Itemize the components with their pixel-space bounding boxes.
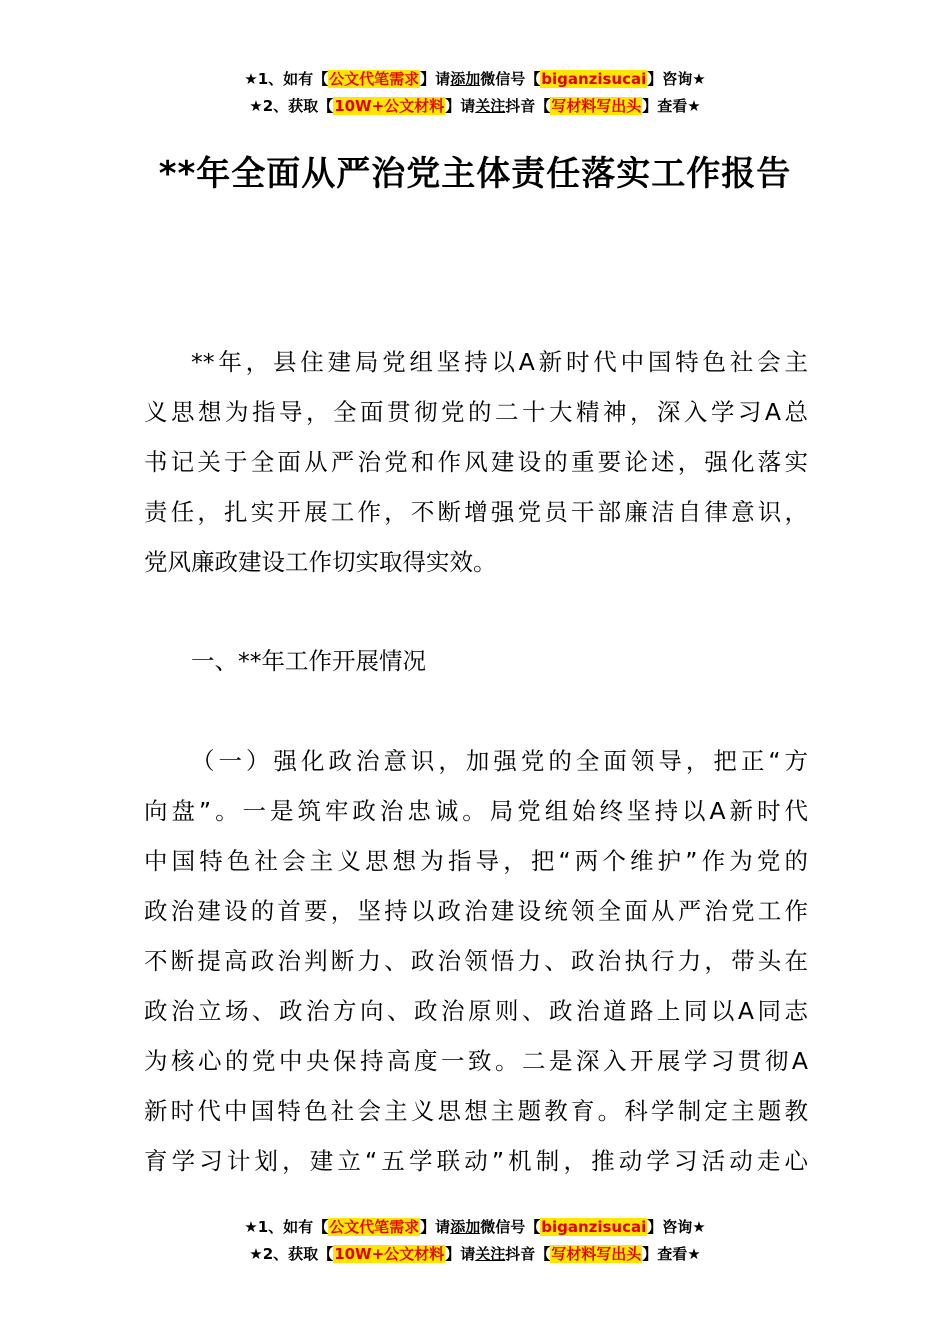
text-line: 中国特色社会主义思想为指导，把“两个维护”作为党的 (144, 847, 808, 875)
text-line: （一）强化政治意识，加强党的全面领导，把正“方 (191, 747, 808, 775)
heading-text: 一、**年工作开展情况 (191, 647, 426, 675)
text-line: 党风廉政建设工作切实取得实效。 (144, 548, 497, 576)
text-line: 向盘”。一是筑牢政治忠诚。局党组始终坚持以A新时代 (144, 797, 808, 825)
text-line: 责任，扎实开展工作，不断增强党员干部廉洁自律意识， (144, 498, 808, 526)
highlight-douyin-account: 写材料写出头 (551, 1245, 642, 1263)
banner-line-1: ★1、如有【公文代笔需求】请添加微信号【biganzisucai】咨询★ (244, 70, 706, 88)
highlight-service: 公文代笔需求 (329, 70, 420, 88)
header-banner (0, 66, 950, 120)
text-line: 新时代中国特色社会主义思想主题教育。科学制定主题教 (144, 1097, 808, 1125)
text-line: 政治建设的首要，坚持以政治建设统领全面从严治党工作 (144, 897, 808, 925)
highlight-wechat-id: biganzisucai (541, 70, 647, 88)
paragraph-section-1 (144, 736, 808, 1186)
section-heading (144, 636, 808, 686)
highlight-wechat-id: biganzisucai (541, 1218, 647, 1236)
text-line: 不断提高政治判断力、政治领悟力、政治执行力，带头在 (144, 947, 808, 975)
highlight-douyin-account: 写材料写出头 (551, 97, 642, 115)
text-line: 政治立场、政治方向、政治原则、政治道路上同以A同志 (144, 997, 808, 1025)
text-line: 义思想为指导，全面贯彻党的二十大精神，深入学习A总 (144, 398, 808, 426)
highlight-materials: 10W+公文材料 (334, 1245, 445, 1263)
banner-line-1: ★1、如有【公文代笔需求】请添加微信号【biganzisucai】咨询★ (244, 1218, 706, 1236)
banner-line-2: ★2、获取【10W+公文材料】请关注抖音【写材料写出头】查看★ (249, 97, 701, 115)
text-line: 书记关于全面从严治党和作风建设的重要论述，强化落实 (144, 448, 808, 476)
text-line: 育学习计划，建立“五学联动”机制，推动学习活动走心 (144, 1147, 808, 1175)
text-line: 为核心的党中央保持高度一致。二是深入开展学习贯彻A (144, 1047, 808, 1075)
text-line: **年，县住建局党组坚持以A新时代中国特色社会主 (191, 348, 808, 376)
banner-line-2: ★2、获取【10W+公文材料】请关注抖音【写材料写出头】查看★ (249, 1245, 701, 1263)
paragraph-intro (144, 337, 808, 587)
footer-banner (0, 1214, 950, 1268)
highlight-service: 公文代笔需求 (329, 1218, 420, 1236)
highlight-materials: 10W+公文材料 (334, 97, 445, 115)
document-title: **年全面从严治党主体责任落实工作报告 (158, 154, 792, 194)
